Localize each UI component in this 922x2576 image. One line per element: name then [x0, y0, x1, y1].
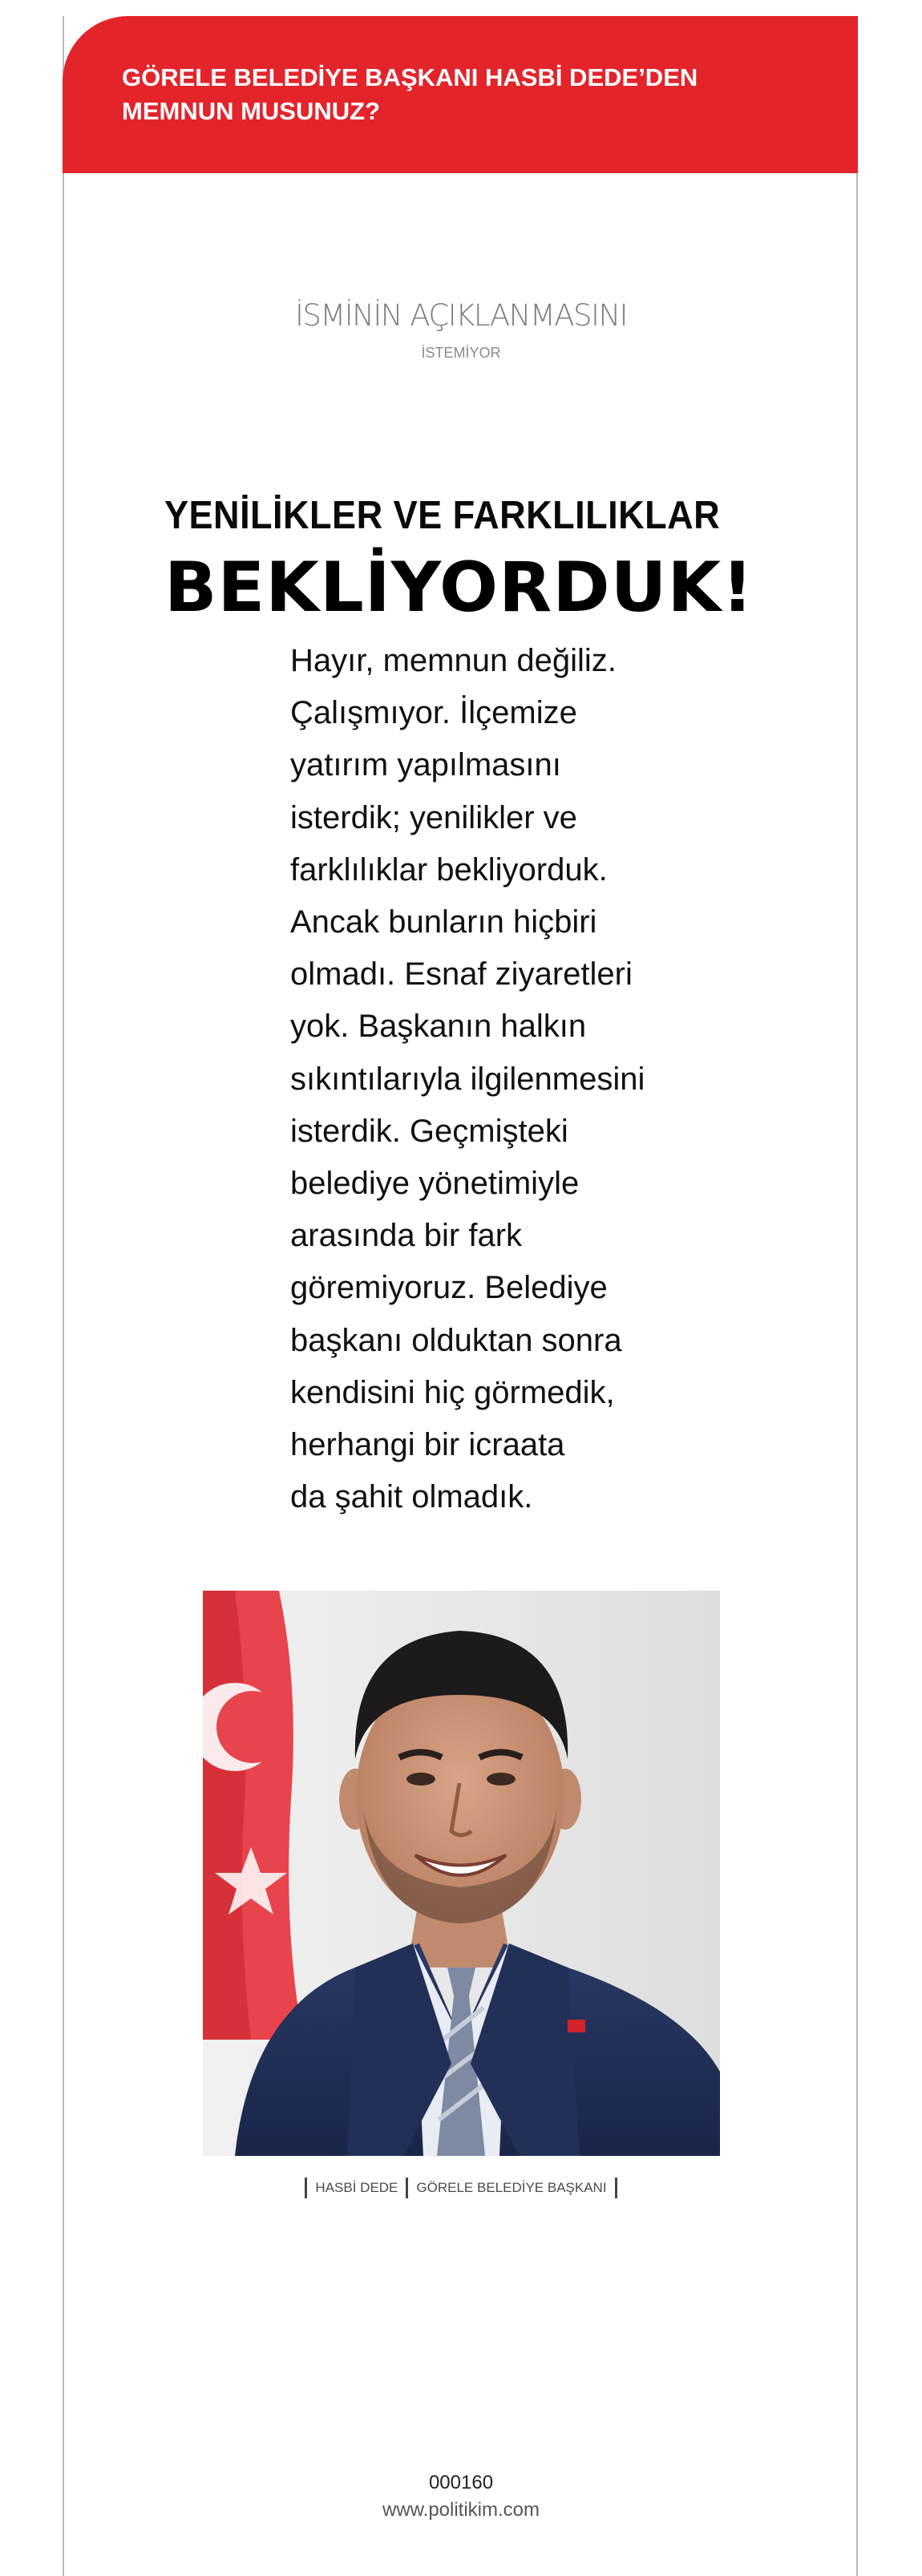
body-line: da şahit olmadık.: [290, 1479, 533, 1515]
body-text: [290, 635, 667, 1523]
header-title: GÖRELE BELEDİYE BAŞKANI HASBİ DEDE’DEN MEMNUN MUSUNUZ?: [122, 63, 698, 125]
header-banner: [63, 16, 858, 173]
body-line: Çalışmıyor. İlçemize: [290, 695, 577, 731]
portrait-photo: [203, 1591, 720, 2156]
portrait-illustration: [203, 1591, 720, 2156]
caption-divider: [615, 2178, 617, 2198]
turkish-flag-icon: [203, 1591, 303, 2040]
headline-line-1: YENİLİKLER VE FARKLILIKLAR: [164, 494, 721, 537]
caption-divider: [406, 2178, 408, 2198]
respondent-name: İSMİNİN AÇIKLANMASINI: [294, 298, 628, 333]
caption-name: HASBİ DEDE: [315, 2180, 398, 2195]
body-line: göremiyoruz. Belediye: [290, 1270, 608, 1306]
body-line: yatırım yapılmasını: [290, 747, 561, 783]
body-line: arasında bir fark: [290, 1218, 523, 1254]
body-line: kendisini hiç görmedik,: [290, 1374, 615, 1410]
photo-caption: [0, 2178, 922, 2198]
body-line: herhangi bir icraata: [290, 1427, 565, 1463]
lapel-pin-icon: [568, 2020, 585, 2032]
footer-code: 000160: [428, 2472, 494, 2493]
body-line: isterdik. Geçmişteki: [290, 1113, 568, 1149]
body-line: başkanı olduktan sonra: [290, 1322, 622, 1358]
body-line: Ancak bunların hiçbiri: [290, 904, 597, 940]
body-line: sıkıntılarıyla ilgilenmesini: [290, 1061, 645, 1097]
body-line: belediye yönetimiyle: [290, 1166, 580, 1202]
footer-url[interactable]: www.politikim.com: [382, 2499, 540, 2521]
body-line: isterdik; yenilikler ve: [290, 799, 577, 835]
headline-line-2: BEKLİYORDUK!: [164, 548, 754, 628]
body-line: olmadı. Esnaf ziyaretleri: [290, 956, 633, 993]
respondent-subtitle: İSTEMİYOR: [421, 345, 501, 361]
body-line: farklılıklar bekliyorduk.: [290, 851, 608, 888]
caption-divider: [305, 2178, 307, 2198]
body-line: yok. Başkanın halkın: [290, 1009, 587, 1045]
body-line: Hayır, memnun değiliz.: [290, 643, 617, 678]
caption-role: GÖRELE BELEDİYE BAŞKANI: [416, 2180, 607, 2195]
